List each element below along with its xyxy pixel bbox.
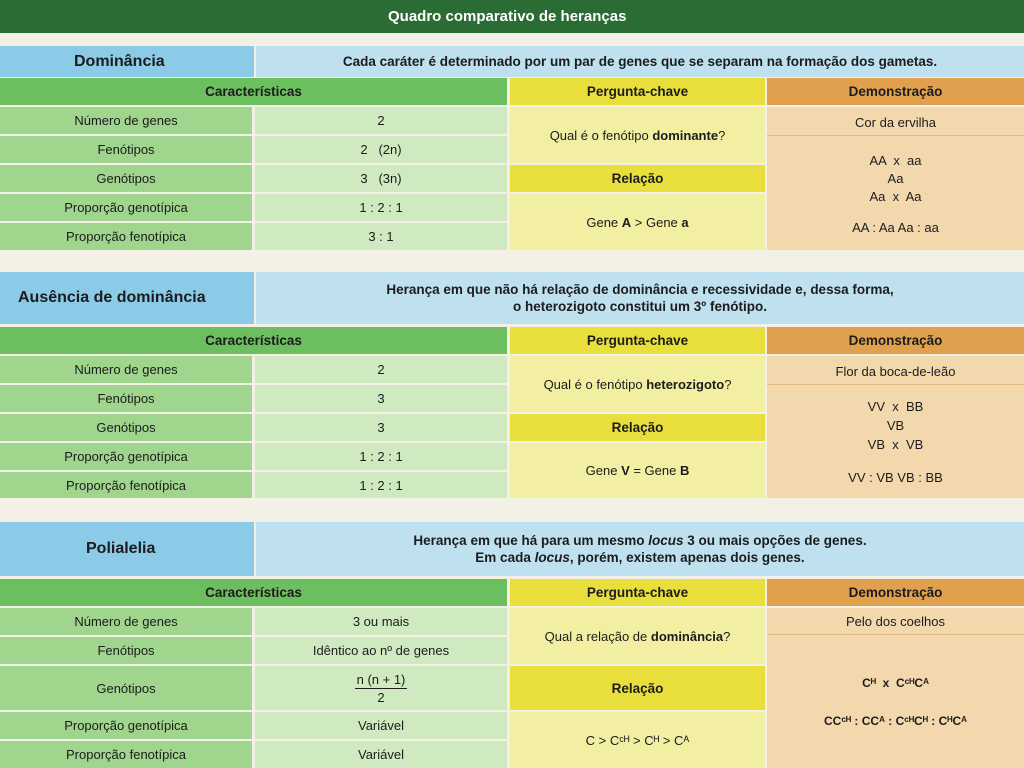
section-dominancia bbox=[0, 46, 1024, 250]
key-question bbox=[510, 107, 765, 163]
relation-value bbox=[510, 194, 765, 250]
description-line: Herança em que há para um mesmo locus 3 ou mais opções de genes. bbox=[413, 533, 867, 548]
row-label: Número de genes bbox=[0, 356, 252, 383]
row-label: Proporção genotípica bbox=[0, 712, 252, 739]
characteristics-header: Características bbox=[0, 78, 507, 105]
demonstration-title: Cor da ervilha bbox=[767, 115, 1024, 136]
row-label: Fenótipos bbox=[0, 385, 252, 412]
demonstration-title: Flor da boca-de-leão bbox=[767, 364, 1024, 385]
table-row bbox=[0, 385, 507, 412]
description-line: o heterozigoto constitui um 3º fenótipo. bbox=[513, 299, 767, 314]
key-question-header: Pergunta-chave bbox=[510, 579, 765, 606]
row-value: 3 (3n) bbox=[255, 165, 507, 192]
question-keyword: dominante bbox=[652, 127, 719, 143]
section-name: Dominância bbox=[0, 46, 254, 77]
row-label: Proporção fenotípica bbox=[0, 223, 252, 250]
row-label: Proporção genotípica bbox=[0, 194, 252, 221]
demonstration-line: AA : Aa Aa : aa bbox=[852, 220, 939, 235]
row-value: Idêntico ao nº de genes bbox=[255, 637, 507, 664]
row-value: 1 : 2 : 1 bbox=[255, 472, 507, 498]
row-value: 1 : 2 : 1 bbox=[255, 194, 507, 221]
table-row bbox=[0, 414, 507, 441]
relation-header: Relação bbox=[510, 414, 765, 441]
demonstration-title: Pelo dos coelhos bbox=[767, 614, 1024, 635]
demonstration-line: Aa x Aa bbox=[869, 189, 922, 204]
row-label: Proporção fenotípica bbox=[0, 741, 252, 768]
section-description bbox=[256, 272, 1024, 324]
section-description bbox=[256, 46, 1024, 77]
fraction-denominator: 2 bbox=[377, 689, 385, 705]
key-question bbox=[510, 608, 765, 664]
row-value bbox=[255, 666, 507, 710]
relation-text: = Gene bbox=[629, 463, 680, 478]
table-row bbox=[0, 443, 507, 470]
row-value: 1 : 2 : 1 bbox=[255, 443, 507, 470]
fraction-numerator: n (n + 1) bbox=[356, 671, 406, 687]
relation-value bbox=[510, 443, 765, 498]
demonstration-line: AA x aa bbox=[869, 153, 922, 168]
demonstration-header: Demonstração bbox=[767, 78, 1024, 105]
question-text: Qual é o fenótipo bbox=[543, 376, 647, 392]
question-text: Qual a relação de bbox=[544, 628, 651, 644]
row-value: 2 bbox=[255, 107, 507, 134]
demonstration-line: VV : VB VB : BB bbox=[848, 470, 943, 485]
row-label: Genótipos bbox=[0, 666, 252, 710]
demonstration-line: Aa bbox=[887, 171, 904, 186]
section-header bbox=[0, 522, 1024, 576]
table-row bbox=[0, 608, 507, 635]
question-text: Qual é o fenótipo bbox=[549, 127, 653, 143]
demonstration-box bbox=[767, 356, 1024, 498]
description-line: Cada caráter é determinado por um par de genes que se separam na formação dos gametas. bbox=[342, 54, 938, 69]
demonstration-line: CCᶜᴴ : CCᴬ : CᶜᴴCᴴ : CᴴCᴬ bbox=[823, 714, 967, 728]
demonstration-line: VV x BB bbox=[867, 399, 924, 414]
question-keyword: dominância bbox=[650, 628, 724, 644]
table-row bbox=[0, 107, 507, 134]
table-row bbox=[0, 356, 507, 383]
description-line: Herança em que não há relação de dominância e recessividade e, dessa forma, bbox=[386, 282, 894, 297]
relation-gene: B bbox=[679, 463, 690, 478]
section-description bbox=[256, 522, 1024, 576]
section-header bbox=[0, 46, 1024, 77]
demonstration-header: Demonstração bbox=[767, 327, 1024, 354]
row-label: Fenótipos bbox=[0, 637, 252, 664]
demonstration-line: VB bbox=[886, 418, 905, 433]
section-ausencia-dominancia bbox=[0, 272, 1024, 498]
row-value: 3 ou mais bbox=[255, 608, 507, 635]
row-label: Genótipos bbox=[0, 165, 252, 192]
row-label: Fenótipos bbox=[0, 136, 252, 163]
section-polialelia bbox=[0, 522, 1024, 768]
question-end: ? bbox=[723, 628, 731, 644]
relation-gene: a bbox=[681, 214, 689, 230]
table-row bbox=[0, 666, 507, 710]
table-row bbox=[0, 741, 507, 768]
row-value: 3 : 1 bbox=[255, 223, 507, 250]
row-value: Variável bbox=[255, 741, 507, 768]
relation-text: C > Cᶜᴴ > Cᴴ > Cᴬ bbox=[585, 732, 690, 748]
demonstration-line: VB x VB bbox=[867, 437, 924, 452]
characteristics-header: Características bbox=[0, 327, 507, 354]
page-title: Quadro comparativo de heranças bbox=[388, 8, 627, 25]
key-question-header: Pergunta-chave bbox=[510, 78, 765, 105]
question-end: ? bbox=[718, 127, 726, 143]
demonstration-header: Demonstração bbox=[767, 579, 1024, 606]
description-line: Em cada locus, porém, existem apenas dois genes. bbox=[475, 550, 805, 565]
row-label: Número de genes bbox=[0, 107, 252, 134]
row-label: Proporção genotípica bbox=[0, 443, 252, 470]
demonstration-box bbox=[767, 107, 1024, 250]
relation-value bbox=[510, 712, 765, 768]
table-row bbox=[0, 712, 507, 739]
table-row bbox=[0, 136, 507, 163]
table-row bbox=[0, 194, 507, 221]
row-value: Variável bbox=[255, 712, 507, 739]
characteristics-header: Características bbox=[0, 579, 507, 606]
key-question bbox=[510, 356, 765, 412]
question-end: ? bbox=[724, 376, 732, 392]
title-bar bbox=[0, 0, 1024, 33]
demonstration-line: Cᴴ x CᶜᴴCᴬ bbox=[862, 676, 929, 690]
relation-header: Relação bbox=[510, 666, 765, 710]
table-row bbox=[0, 223, 507, 250]
row-label: Genótipos bbox=[0, 414, 252, 441]
table-row bbox=[0, 165, 507, 192]
table-row bbox=[0, 472, 507, 498]
row-value: 2 bbox=[255, 356, 507, 383]
section-header bbox=[0, 272, 1024, 324]
question-keyword: heterozigoto bbox=[646, 376, 725, 392]
key-question-header: Pergunta-chave bbox=[510, 327, 765, 354]
row-label: Proporção fenotípica bbox=[0, 472, 252, 498]
relation-text: Gene bbox=[586, 214, 622, 230]
section-name: Polialelia bbox=[0, 522, 254, 576]
row-label: Número de genes bbox=[0, 608, 252, 635]
genotype-fraction bbox=[355, 671, 408, 706]
relation-text: Gene bbox=[585, 463, 622, 478]
section-name: Ausência de dominância bbox=[0, 272, 254, 324]
row-value: 3 bbox=[255, 414, 507, 441]
demonstration-box bbox=[767, 608, 1024, 768]
row-value: 2 (2n) bbox=[255, 136, 507, 163]
relation-gene: V bbox=[621, 463, 630, 478]
relation-text: > Gene bbox=[631, 214, 682, 230]
relation-gene: A bbox=[621, 214, 632, 230]
table-row bbox=[0, 637, 507, 664]
row-value: 3 bbox=[255, 385, 507, 412]
relation-header: Relação bbox=[510, 165, 765, 192]
